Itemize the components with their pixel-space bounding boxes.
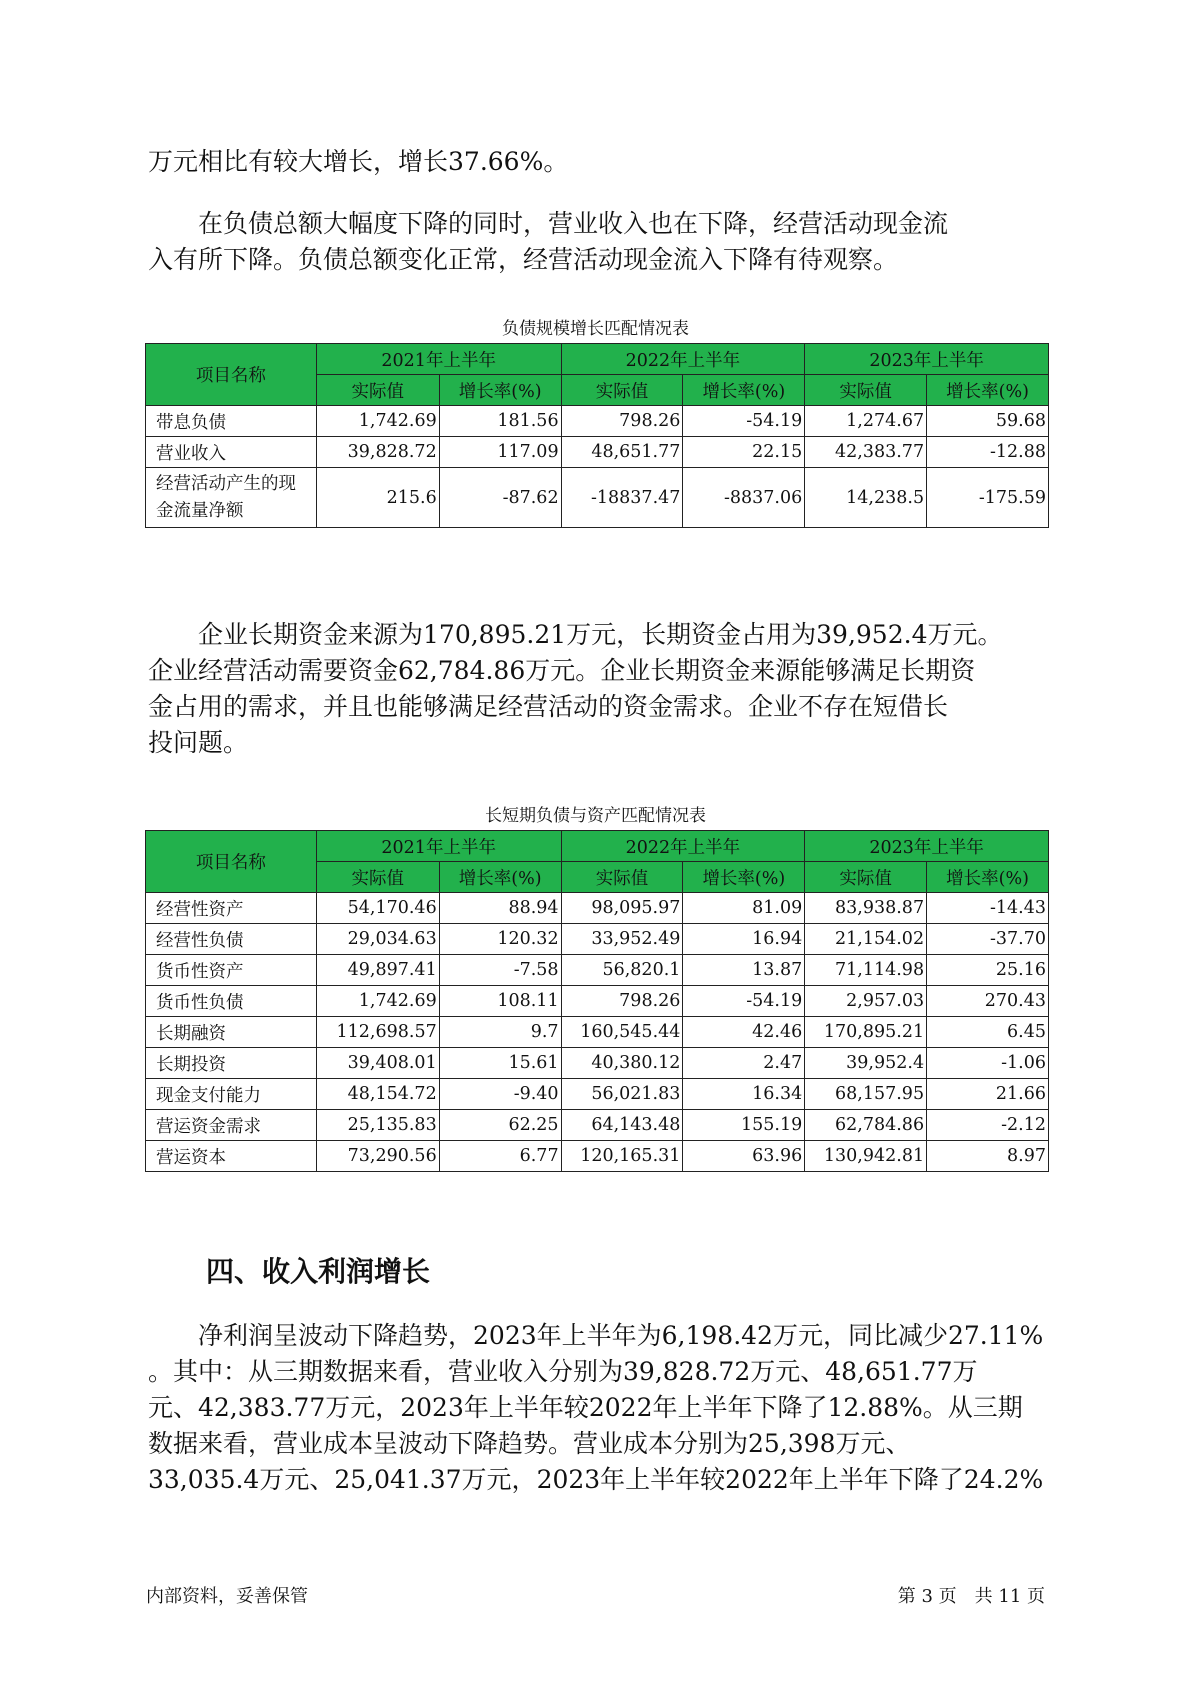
cell-value: 112,698.57 xyxy=(316,1017,439,1048)
cell-value: 40,380.12 xyxy=(561,1048,683,1079)
cell-value: 2.47 xyxy=(683,1048,805,1079)
table-row xyxy=(146,955,1049,986)
row-name: 经营性负债 xyxy=(146,924,317,955)
cell-value: 54,170.46 xyxy=(316,893,439,924)
cell-value: 56,820.1 xyxy=(561,955,683,986)
cell-value: 1,274.67 xyxy=(805,406,927,437)
header-actual-value: 实际值 xyxy=(561,375,683,406)
header-period-2021: 2021年上半年 xyxy=(316,344,561,375)
cell-value: 120.32 xyxy=(439,924,561,955)
cell-value: 16.34 xyxy=(683,1079,805,1110)
cell-value: 8.97 xyxy=(927,1141,1049,1172)
cell-value: 170,895.21 xyxy=(805,1017,927,1048)
header-actual-value: 实际值 xyxy=(805,375,927,406)
cell-value: -2.12 xyxy=(927,1110,1049,1141)
cell-value: 21,154.02 xyxy=(805,924,927,955)
cell-value: 62.25 xyxy=(439,1110,561,1141)
header-actual-value: 实际值 xyxy=(316,375,439,406)
cell-value: 48,154.72 xyxy=(316,1079,439,1110)
cell-value: 39,408.01 xyxy=(316,1048,439,1079)
cell-value: 6.45 xyxy=(927,1017,1049,1048)
table-row xyxy=(146,1110,1049,1141)
cell-value: 81.09 xyxy=(683,893,805,924)
cell-value: 88.94 xyxy=(439,893,561,924)
text-line: 数据来看，营业成本呈波动下降趋势。营业成本分别为25,398万元、 xyxy=(148,1429,911,1458)
text-line: 金占用的需求，并且也能够满足经营活动的资金需求。企业不存在短借长 xyxy=(148,692,949,721)
cell-value: 39,952.4 xyxy=(805,1048,927,1079)
cell-value: 39,828.72 xyxy=(316,437,439,468)
table-debt-asset-matching xyxy=(145,830,1049,1172)
text-line: 在负债总额大幅度下降的同时，营业收入也在下降，经营活动现金流 xyxy=(148,209,949,238)
row-name: 现金支付能力 xyxy=(146,1079,317,1110)
header-growth-rate: 增长率(%) xyxy=(439,375,561,406)
header-period-2021: 2021年上半年 xyxy=(316,831,561,862)
row-name: 营业收入 xyxy=(146,437,317,468)
cell-value: 108.11 xyxy=(439,986,561,1017)
row-name: 经营活动产生的现金流量净额 xyxy=(146,468,317,528)
text-line: 万元相比有较大增长，增长37.66%。 xyxy=(148,147,569,176)
cell-value: -54.19 xyxy=(683,986,805,1017)
table-row xyxy=(146,1079,1049,1110)
cell-value: -8837.06 xyxy=(683,468,805,528)
table-row xyxy=(146,437,1049,468)
cell-value: 62,784.86 xyxy=(805,1110,927,1141)
table-row xyxy=(146,1048,1049,1079)
footer-confidential-note: 内部资料，妥善保管 xyxy=(146,1586,308,1607)
table-row xyxy=(146,1141,1049,1172)
cell-value: 22.15 xyxy=(683,437,805,468)
paragraph-revenue-profit xyxy=(148,1318,1048,1498)
cell-value: -1.06 xyxy=(927,1048,1049,1079)
cell-value: 1,742.69 xyxy=(316,986,439,1017)
paragraph-growth-summary xyxy=(148,144,1048,180)
table-row xyxy=(146,924,1049,955)
cell-value: 181.56 xyxy=(439,406,561,437)
cell-value: 25.16 xyxy=(927,955,1049,986)
row-name: 货币性负债 xyxy=(146,986,317,1017)
cell-value: 59.68 xyxy=(927,406,1049,437)
header-period-2023: 2023年上半年 xyxy=(805,831,1049,862)
cell-value: -175.59 xyxy=(927,468,1049,528)
text-line: 入有所下降。负债总额变化正常，经营活动现金流入下降有待观察。 xyxy=(148,245,899,274)
table-row xyxy=(146,893,1049,924)
cell-value: 13.87 xyxy=(683,955,805,986)
cell-value: 73,290.56 xyxy=(316,1141,439,1172)
text-line: 企业长期资金来源为170,895.21万元，长期资金占用为39,952.4万元。 xyxy=(148,620,1003,649)
header-period-2022: 2022年上半年 xyxy=(561,831,805,862)
cell-value: 49,897.41 xyxy=(316,955,439,986)
cell-value: -87.62 xyxy=(439,468,561,528)
row-name: 带息负债 xyxy=(146,406,317,437)
cell-value: -12.88 xyxy=(927,437,1049,468)
header-period-2022: 2022年上半年 xyxy=(561,344,805,375)
cell-value: -37.70 xyxy=(927,924,1049,955)
cell-value: -54.19 xyxy=(683,406,805,437)
text-line: 企业经营活动需要资金62,784.86万元。企业长期资金来源能够满足长期资 xyxy=(148,656,976,685)
header-growth-rate: 增长率(%) xyxy=(927,375,1049,406)
cell-value: 64,143.48 xyxy=(561,1110,683,1141)
cell-value: 56,021.83 xyxy=(561,1079,683,1110)
cell-value: 83,938.87 xyxy=(805,893,927,924)
header-actual-value: 实际值 xyxy=(316,862,439,893)
cell-value: 2,957.03 xyxy=(805,986,927,1017)
row-name: 长期融资 xyxy=(146,1017,317,1048)
cell-value: 160,545.44 xyxy=(561,1017,683,1048)
cell-value: 15.61 xyxy=(439,1048,561,1079)
cell-value: 14,238.5 xyxy=(805,468,927,528)
header-growth-rate: 增长率(%) xyxy=(927,862,1049,893)
cell-value: 798.26 xyxy=(561,406,683,437)
table-debt-scale-growth xyxy=(145,343,1049,528)
cell-value: 98,095.97 xyxy=(561,893,683,924)
row-name: 货币性资产 xyxy=(146,955,317,986)
footer-page-number: 第 3 页 共 11 页 xyxy=(897,1586,1045,1607)
row-name: 营运资金需求 xyxy=(146,1110,317,1141)
cell-value: 120,165.31 xyxy=(561,1141,683,1172)
cell-value: -18837.47 xyxy=(561,468,683,528)
cell-value: -7.58 xyxy=(439,955,561,986)
cell-value: 33,952.49 xyxy=(561,924,683,955)
header-actual-value: 实际值 xyxy=(805,862,927,893)
table1-caption: 负债规模增长匹配情况表 xyxy=(502,319,689,339)
cell-value: 1,742.69 xyxy=(316,406,439,437)
header-item-name: 项目名称 xyxy=(146,344,317,406)
table-row xyxy=(146,468,1049,528)
table-row xyxy=(146,986,1049,1017)
cell-value: 48,651.77 xyxy=(561,437,683,468)
row-name: 长期投资 xyxy=(146,1048,317,1079)
table2-caption: 长短期负债与资产匹配情况表 xyxy=(485,806,706,826)
cell-value: 9.7 xyxy=(439,1017,561,1048)
cell-value: 6.77 xyxy=(439,1141,561,1172)
cell-value: 155.19 xyxy=(683,1110,805,1141)
paragraph-debt-decline xyxy=(148,206,1048,278)
cell-value: 42,383.77 xyxy=(805,437,927,468)
cell-value: 29,034.63 xyxy=(316,924,439,955)
header-period-2023: 2023年上半年 xyxy=(805,344,1049,375)
table-row xyxy=(146,406,1049,437)
cell-value: 68,157.95 xyxy=(805,1079,927,1110)
cell-value: 21.66 xyxy=(927,1079,1049,1110)
paragraph-long-term-funds xyxy=(148,617,1048,761)
text-line: 净利润呈波动下降趋势，2023年上半年为6,198.42万元，同比减少27.11% xyxy=(148,1321,1044,1350)
cell-value: 42.46 xyxy=(683,1017,805,1048)
cell-value: 270.43 xyxy=(927,986,1049,1017)
text-line: 。其中：从三期数据来看，营业收入分别为39,828.72万元、48,651.77万 xyxy=(148,1357,978,1386)
cell-value: 117.09 xyxy=(439,437,561,468)
cell-value: -9.40 xyxy=(439,1079,561,1110)
text-line: 33,035.4万元、25,041.37万元，2023年上半年较2022年上半年下降了24.2% xyxy=(148,1465,1044,1494)
header-growth-rate: 增长率(%) xyxy=(683,375,805,406)
cell-value: 798.26 xyxy=(561,986,683,1017)
table-row xyxy=(146,1017,1049,1048)
cell-value: 25,135.83 xyxy=(316,1110,439,1141)
cell-value: 16.94 xyxy=(683,924,805,955)
cell-value: 215.6 xyxy=(316,468,439,528)
text-line: 投问题。 xyxy=(148,728,249,757)
header-growth-rate: 增长率(%) xyxy=(683,862,805,893)
cell-value: 71,114.98 xyxy=(805,955,927,986)
cell-value: 130,942.81 xyxy=(805,1141,927,1172)
row-name: 营运资本 xyxy=(146,1141,317,1172)
header-actual-value: 实际值 xyxy=(561,862,683,893)
section-heading: 四、收入利润增长 xyxy=(206,1255,431,1288)
cell-value: -14.43 xyxy=(927,893,1049,924)
text-line: 元、42,383.77万元，2023年上半年较2022年上半年下降了12.88%。从三期 xyxy=(148,1393,1023,1422)
cell-value: 63.96 xyxy=(683,1141,805,1172)
header-item-name: 项目名称 xyxy=(146,831,317,893)
row-name: 经营性资产 xyxy=(146,893,317,924)
header-growth-rate: 增长率(%) xyxy=(439,862,561,893)
